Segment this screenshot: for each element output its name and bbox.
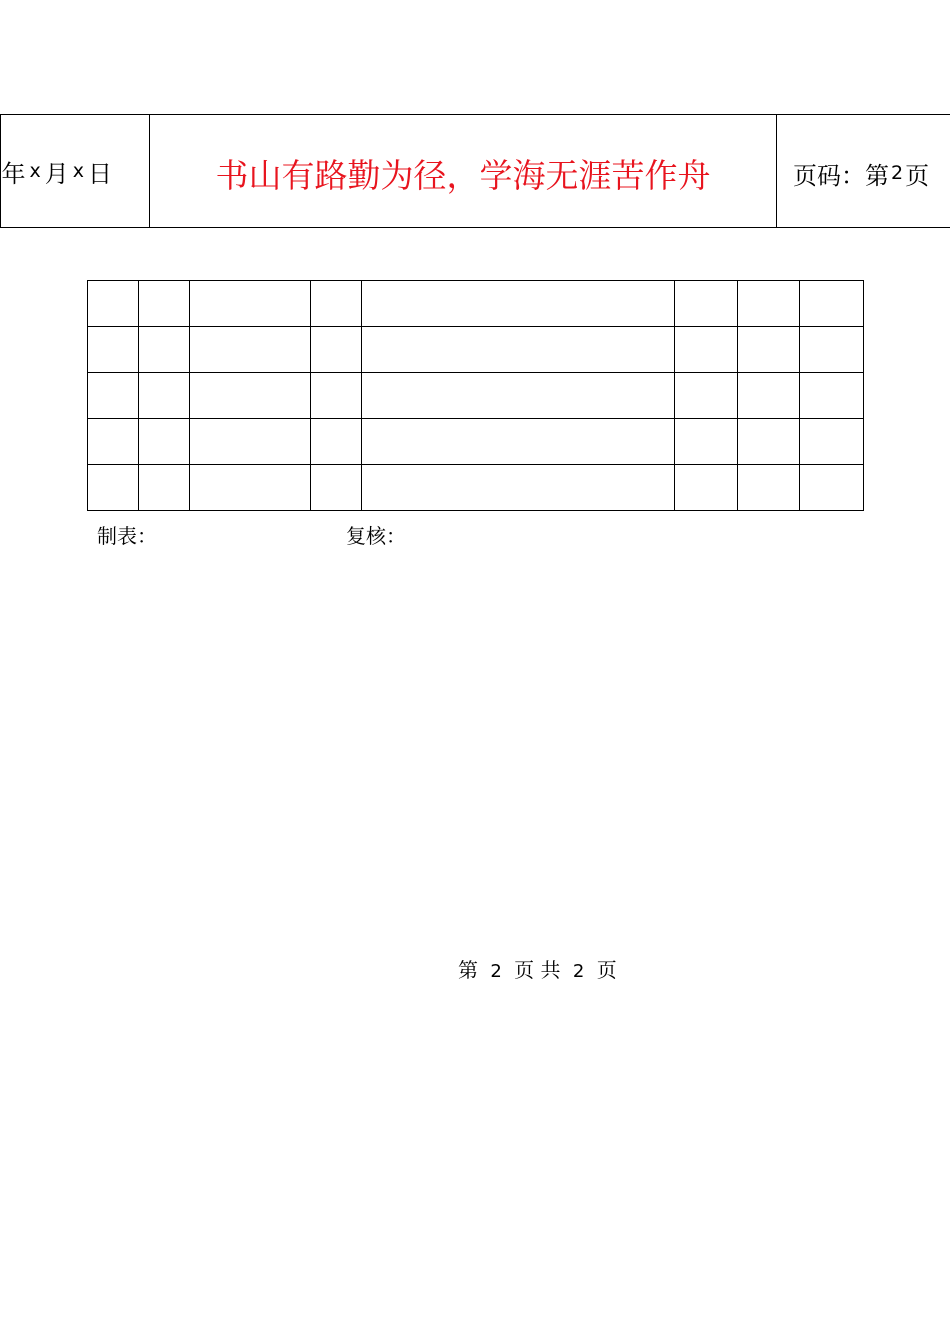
footer-total-pages: 2 — [572, 961, 585, 982]
table-row — [88, 281, 864, 327]
table-cell — [190, 327, 311, 373]
page-code-label: 页码：第 — [793, 161, 889, 190]
table-cell — [88, 465, 139, 511]
table-cell — [190, 373, 311, 419]
header-motto — [149, 115, 777, 227]
header-date — [0, 115, 149, 227]
table-cell — [362, 419, 675, 465]
date-day-placeholder: x — [72, 160, 84, 182]
date-year-suffix: 年 — [1, 159, 26, 188]
table-cell — [738, 465, 800, 511]
date-month-placeholder: x — [29, 160, 41, 182]
table-cell — [311, 419, 362, 465]
table-cell — [88, 327, 139, 373]
table-cell — [675, 465, 738, 511]
footer-middle: 页 共 — [514, 958, 561, 982]
table-cell — [738, 327, 800, 373]
page-code-number: 2 — [891, 162, 904, 184]
table-cell — [139, 281, 190, 327]
table-cell — [800, 281, 864, 327]
table-cell — [800, 373, 864, 419]
table-body — [88, 281, 864, 511]
document-header — [0, 114, 950, 228]
header-page-code — [777, 115, 950, 227]
reviewed-by-label: 复核： — [346, 524, 406, 548]
table-cell — [362, 465, 675, 511]
table-cell — [800, 327, 864, 373]
table-cell — [675, 419, 738, 465]
table-cell — [311, 281, 362, 327]
table-cell — [362, 373, 675, 419]
table-cell — [139, 327, 190, 373]
date-day-label: 日 — [88, 159, 112, 188]
table-cell — [738, 419, 800, 465]
table-cell — [88, 419, 139, 465]
table-cell — [139, 419, 190, 465]
table-cell — [675, 373, 738, 419]
motto-text: 书山有路勤为径，学海无涯苦作舟 — [215, 155, 711, 195]
table-cell — [675, 281, 738, 327]
table-cell — [738, 281, 800, 327]
table-row — [88, 419, 864, 465]
table-cell — [190, 465, 311, 511]
table-cell — [88, 373, 139, 419]
table-row — [88, 465, 864, 511]
table-cell — [311, 327, 362, 373]
table-row — [88, 327, 864, 373]
date-month-label: 月 — [44, 159, 69, 188]
table-cell — [738, 373, 800, 419]
table-cell — [139, 373, 190, 419]
table-cell — [190, 419, 311, 465]
page-code-suffix: 页 — [905, 161, 930, 190]
data-table — [87, 280, 864, 511]
table-cell — [362, 327, 675, 373]
table-row — [88, 373, 864, 419]
table-cell — [311, 465, 362, 511]
footer-page-number — [458, 954, 617, 983]
table-cell — [675, 327, 738, 373]
footer-current-page: 2 — [490, 961, 502, 982]
table-cell — [190, 281, 311, 327]
table-cell — [800, 419, 864, 465]
prepared-by-label: 制表： — [97, 524, 157, 548]
footer-suffix: 页 — [596, 958, 617, 982]
table-cell — [311, 373, 362, 419]
table-cell — [362, 281, 675, 327]
footer-prefix: 第 — [458, 958, 478, 982]
table-cell — [800, 465, 864, 511]
table-cell — [139, 465, 190, 511]
table-cell — [88, 281, 139, 327]
